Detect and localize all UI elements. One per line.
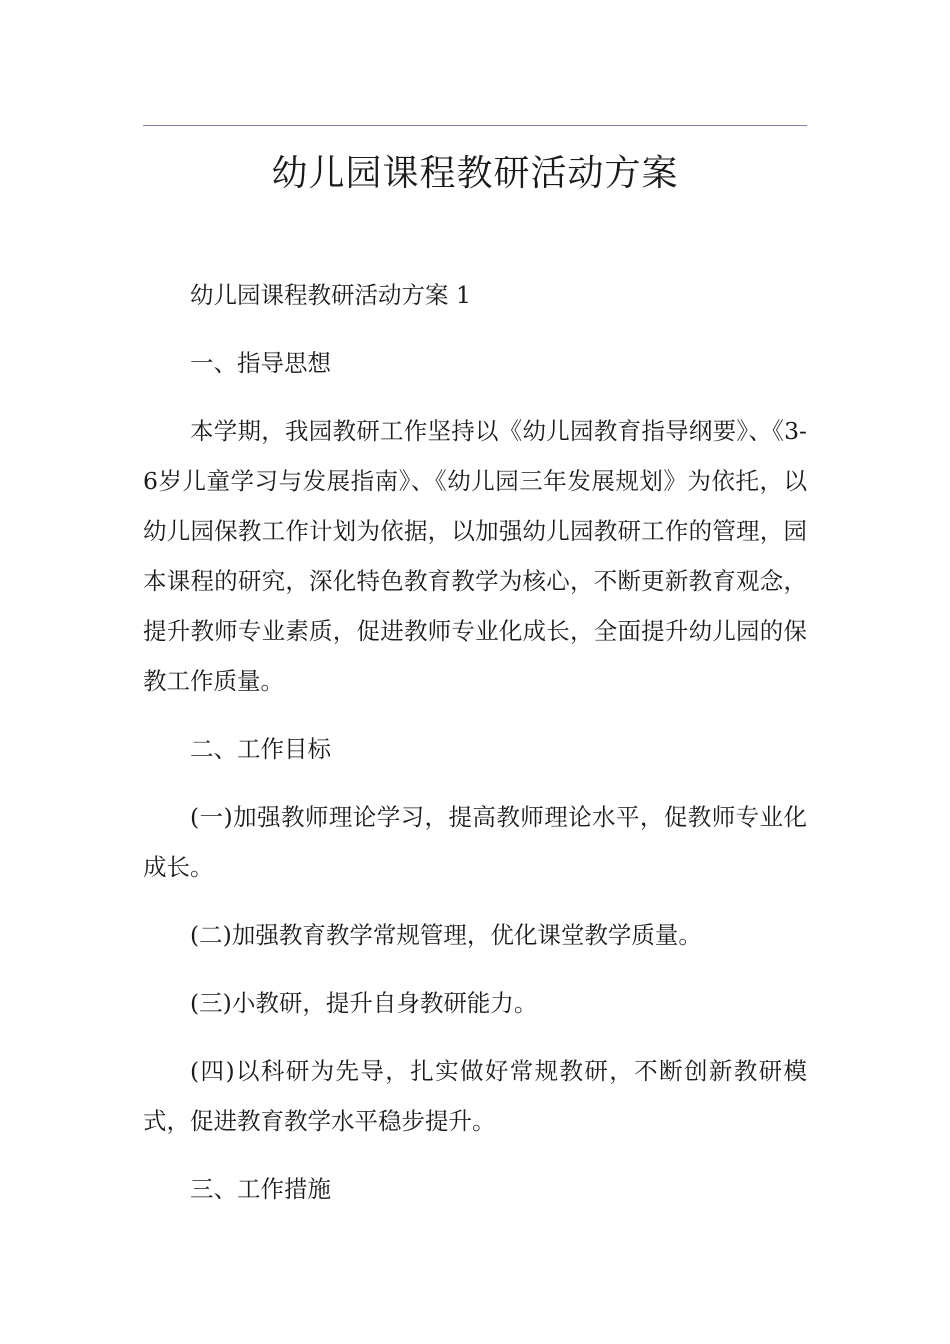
goal-item-4: (四)以科研为先导，扎实做好常规教研，不断创新教研模式，促进教育教学水平稳步提升。 — [143, 1057, 807, 1135]
section-heading-work-goals: 二、工作目标 — [190, 735, 331, 763]
paragraph-guiding-thought: 本学期，我园教研工作坚持以《幼儿园教育指导纲要》、《3-6岁儿童学习与发展指南》、《幼儿园三年发展规划》为依托，以幼儿园保教工作计划为依据，以加强幼儿园教研工作的管理，园本课程的研究，深化特色教育教学为核心，不断更新教育观念，提升教师专业素质，促进教师专业化成长，全面提升幼儿园的保教工作质量。 — [143, 417, 807, 695]
header-divider — [143, 125, 807, 126]
section-heading-guiding-thought: 一、指导思想 — [190, 349, 331, 377]
goal-item-2: (二)加强教育教学常规管理，优化课堂教学质量。 — [190, 921, 702, 949]
goal-item-1: (一)加强教师理论学习，提高教师理论水平，促教师专业化成长。 — [143, 803, 807, 881]
goal-item-3: (三)小教研，提升自身教研能力。 — [190, 989, 538, 1017]
document-title: 幼儿园课程教研活动方案 — [271, 153, 679, 194]
section-heading-work-measures: 三、工作措施 — [190, 1175, 331, 1203]
section-heading-plan-1: 幼儿园课程教研活动方案 1 — [190, 281, 471, 309]
document-body — [143, 270, 807, 1214]
